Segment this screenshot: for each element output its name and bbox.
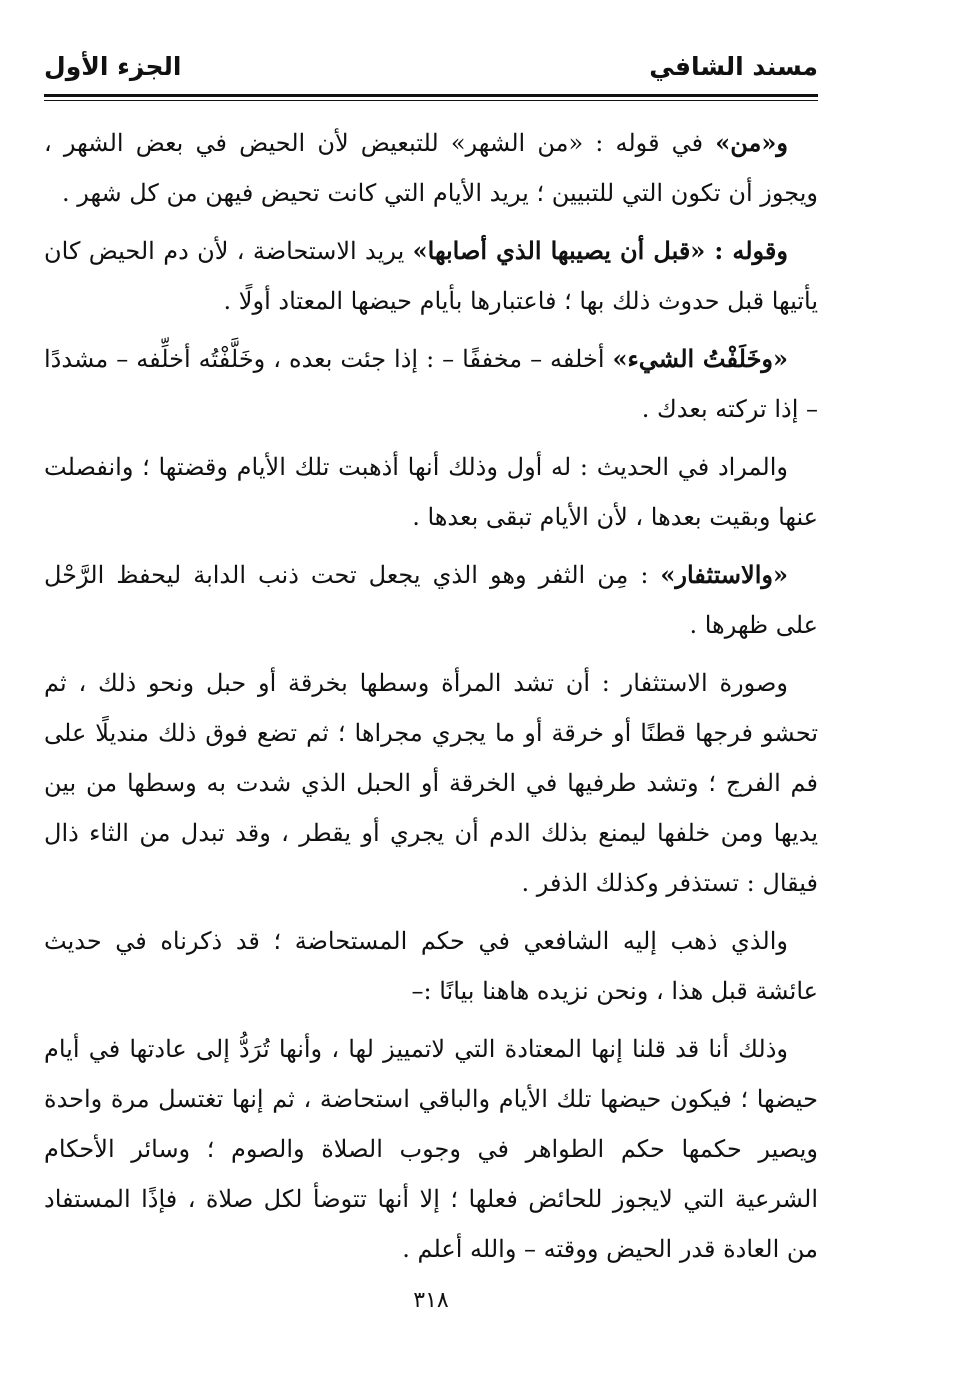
header-rule: [44, 94, 818, 97]
book-title: مسند الشافي: [649, 52, 818, 81]
paragraph-2: [44, 226, 818, 326]
paragraph-3: [44, 334, 818, 434]
paragraph-text: وصورة الاستثفار : أن تشد المرأة وسطها بخرقة أو حبل ونحو ذلك ، ثم تحشو فرجها قطنًا أو خرقة أو ما يجري مجراها ؛ ثم تضع فوق ذلك منديلًا على فم الفرج ؛ وتشد طرفيها في الخرقة أو الحبل الذي شدت به وسطها من بين يديها ومن خلفها ليمنع بذلك الدم أن يجري أو يقطر ، وقد تبدل من الثاء ذال فيقال : تستذفر وكذلك الذفر .: [44, 669, 819, 897]
volume-label: الجزء الأول: [44, 52, 182, 81]
keyword: وقوله : «قبل أن يصيبها الذي أصابها»: [412, 236, 788, 265]
keyword: «والاستثفار»: [660, 560, 788, 589]
paragraph-text: : مِن الثفر وهو الذي يجعل تحت ذنب الدابة ليحفظ الرَّحْل على ظهرها .: [44, 561, 818, 639]
paragraph-7: [44, 916, 818, 1016]
paragraph-6: [44, 658, 818, 908]
paragraph-text: أخلفه – مخففًا – : إذا جئت بعده ، وخَلَّفْتُه أخلِّفه – مشددًا – إذا تركته بعدك .: [44, 345, 818, 423]
keyword: و«من»: [715, 128, 788, 157]
body-text: [44, 118, 818, 1274]
running-header: [44, 52, 818, 92]
page-number: ٣١٨: [413, 1288, 449, 1313]
paragraph-text: وذلك أنا قد قلنا إنها المعتادة التي لاتمييز لها ، وأنها تُرَدُّ إلى عادتها في أيام حيضها ؛ فيكون حيضها تلك الأيام والباقي استحاضة ، ثم إنها تغتسل مرة واحدة ويصير حكمها حكم الطواهر في وجوب الصلاة والصوم ؛ وسائر الأحكام الشرعية التي لايجوز للحائض فعلها ؛ إلا أنها تتوضأ لكل صلاة ، فإذًا المستفاد من العادة قدر الحيض ووقته – والله أعلم .: [44, 1035, 818, 1263]
paragraph-text: والمراد في الحديث : له أول وذلك أنها أذهبت تلك الأيام وقضتها ؛ وانفصلت عنها وبقيت بعدها ، لأن الأيام تبقى بعدها .: [44, 453, 818, 531]
header-rule-thin: [44, 100, 818, 101]
paragraph-8: [44, 1024, 818, 1274]
paragraph-5: [44, 550, 818, 650]
paragraph-text: والذي ذهب إليه الشافعي في حكم المستحاضة ؛ قد ذكرناه في حديث عائشة قبل هذا ، ونحن نزيده هاهنا بيانًا :–: [44, 927, 818, 1005]
paragraph-4: [44, 442, 818, 542]
paragraph-text: في قوله : «من الشهر» للتبعيض لأن الحيض في بعض الشهر ، ويجوز أن تكون التي للتبيين ؛ يريد الأيام التي كانت تحيض فيهن من كل شهر .: [44, 129, 818, 207]
keyword: «وخَلَفْتُ الشيء»: [612, 344, 788, 373]
paragraph-text: يريد الاستحاضة ، لأن دم الحيض كان يأتيها قبل حدوث ذلك بها ؛ فاعتبارها بأيام حيضها المعتاد أولًا .: [44, 237, 818, 315]
paragraph-1: [44, 118, 818, 218]
